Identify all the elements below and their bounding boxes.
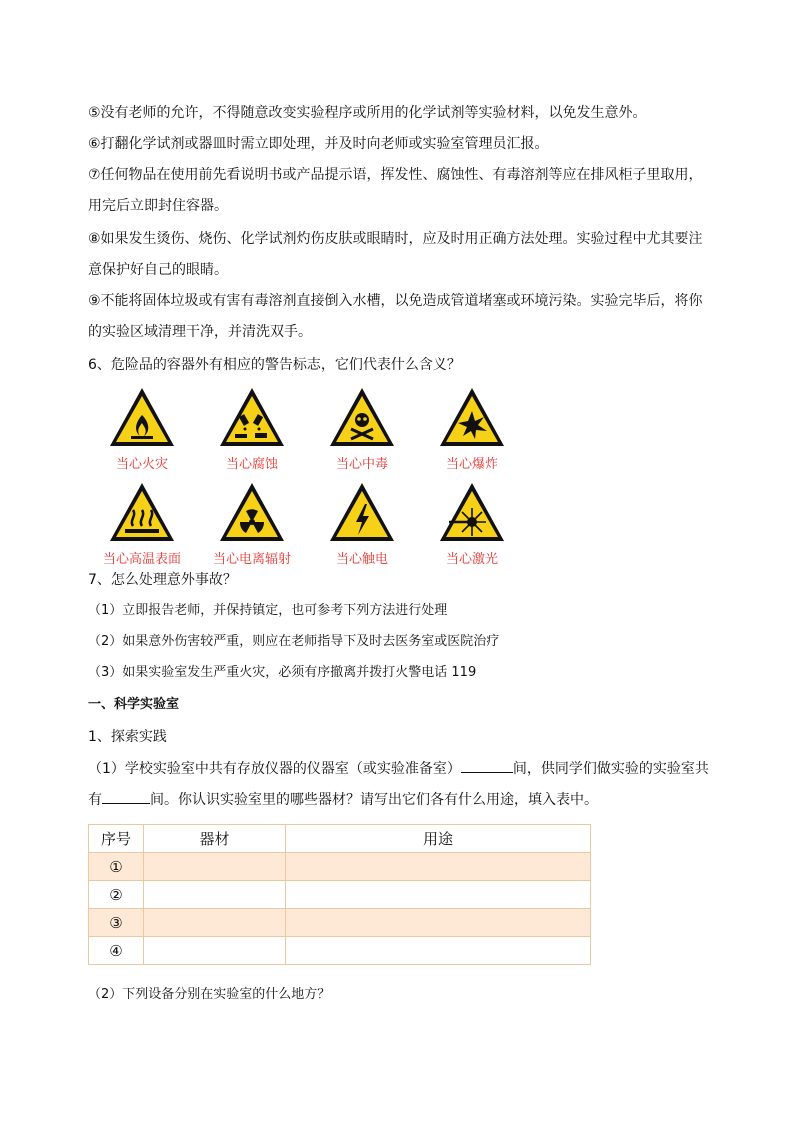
fill-blank[interactable] [102, 789, 150, 804]
question-6: 6、危险品的容器外有相应的警告标志，它们代表什么含义？ [88, 357, 461, 373]
row-number: ② [89, 881, 144, 909]
laser-icon [437, 480, 507, 544]
paragraph-2: （2）下列设备分别在实验室的什么地方？ [88, 987, 331, 1002]
sign-label: 当心腐蚀 [225, 457, 278, 472]
sign-label: 当心高温表面 [102, 552, 181, 567]
corrosion-icon [217, 385, 287, 449]
subheading-explore: 1、探索实践 [88, 729, 167, 745]
sign-corrosion [202, 385, 302, 472]
sign-explosion [422, 385, 522, 472]
table-row [89, 909, 591, 937]
usage-cell[interactable] [286, 937, 591, 965]
sign-poison [312, 385, 412, 472]
electric-shock-icon [327, 480, 397, 544]
rule-5: ⑤没有老师的允许，不得随意改变实验程序或所用的化学试剂等实验材料，以免发生意外。 [88, 105, 647, 121]
sign-fire [92, 385, 192, 472]
sign-radiation [202, 480, 302, 567]
sign-label: 当心触电 [335, 552, 388, 567]
row-number: ④ [89, 937, 144, 965]
table-row [89, 881, 591, 909]
table-row [89, 937, 591, 965]
sign-laser [422, 480, 522, 567]
paragraph-text: 间，供同学们做实验的实验室共 [512, 761, 709, 777]
usage-cell[interactable] [286, 853, 591, 881]
q7-item-1: （1）立即报告老师，并保持镇定，也可参考下列方法进行处理 [88, 603, 448, 618]
radiation-icon [217, 480, 287, 544]
equipment-cell[interactable] [144, 881, 286, 909]
section-heading: 一、科学实验室 [88, 697, 180, 712]
paragraph-text: 有 [88, 792, 102, 808]
rule-8: ⑧如果发生烫伤、烧伤、化学试剂灼伤皮肤或眼睛时，应及时用正确方法处理。实验过程中尤其要注 [88, 231, 703, 247]
sign-label: 当心电离辐射 [212, 552, 291, 567]
fill-blank[interactable] [461, 758, 513, 773]
row-number: ③ [89, 909, 144, 937]
question-7: 7、怎么处理意外事故？ [88, 572, 237, 588]
rule-6: ⑥打翻化学试剂或器皿时需立即处理，并及时向老师或实验室管理员汇报。 [88, 136, 549, 152]
skull-icon [327, 385, 397, 449]
table-row [89, 853, 591, 881]
paragraph-text: （1）学校实验室中共有存放仪器的仪器室（或实验准备室） [88, 761, 461, 777]
row-number: ① [89, 853, 144, 881]
table-header-row [89, 825, 591, 853]
sign-label: 当心激光 [445, 552, 498, 567]
equipment-cell[interactable] [144, 909, 286, 937]
rule-8-cont: 意保护好自己的眼睛。 [88, 262, 228, 278]
usage-cell[interactable] [286, 909, 591, 937]
sign-hot-surface [92, 480, 192, 567]
warning-signs-grid [92, 385, 512, 565]
paragraph-1-line-2 [88, 789, 598, 810]
table-header: 序号 [89, 825, 144, 853]
explosion-icon [437, 385, 507, 449]
hot-surface-icon [107, 480, 177, 544]
equipment-cell[interactable] [144, 937, 286, 965]
sign-label: 当心火灾 [115, 457, 168, 472]
table-header: 器材 [144, 825, 286, 853]
paragraph-text: 间。你认识实验室里的哪些器材？请写出它们各有什么用途，填入表中。 [150, 792, 598, 808]
equipment-table [88, 824, 591, 965]
rule-7: ⑦任何物品在使用前先看说明书或产品提示语，挥发性、腐蚀性、有毒溶剂等应在排风柜子里取用， [88, 167, 703, 183]
rule-9: ⑨不能将固体垃圾或有害有毒溶剂直接倒入水槽，以免造成管道堵塞或环境污染。实验完毕后，将你 [88, 293, 703, 309]
q7-item-2: （2）如果意外伤害较严重，则应在老师指导下及时去医务室或医院治疗 [88, 634, 500, 649]
sign-label: 当心爆炸 [445, 457, 498, 472]
q7-item-3: （3）如果实验室发生严重火灾，必须有序撤离并拨打火警电话 119 [88, 665, 477, 680]
equipment-cell[interactable] [144, 853, 286, 881]
fire-icon [107, 385, 177, 449]
table-header: 用途 [286, 825, 591, 853]
paragraph-1-line-1 [88, 758, 709, 779]
sign-label: 当心中毒 [335, 457, 388, 472]
rule-7-cont: 用完后立即封住容器。 [88, 198, 228, 214]
usage-cell[interactable] [286, 881, 591, 909]
sign-electric-shock [312, 480, 412, 567]
rule-9-cont: 的实验区域清理干净，并清洗双手。 [88, 324, 312, 340]
